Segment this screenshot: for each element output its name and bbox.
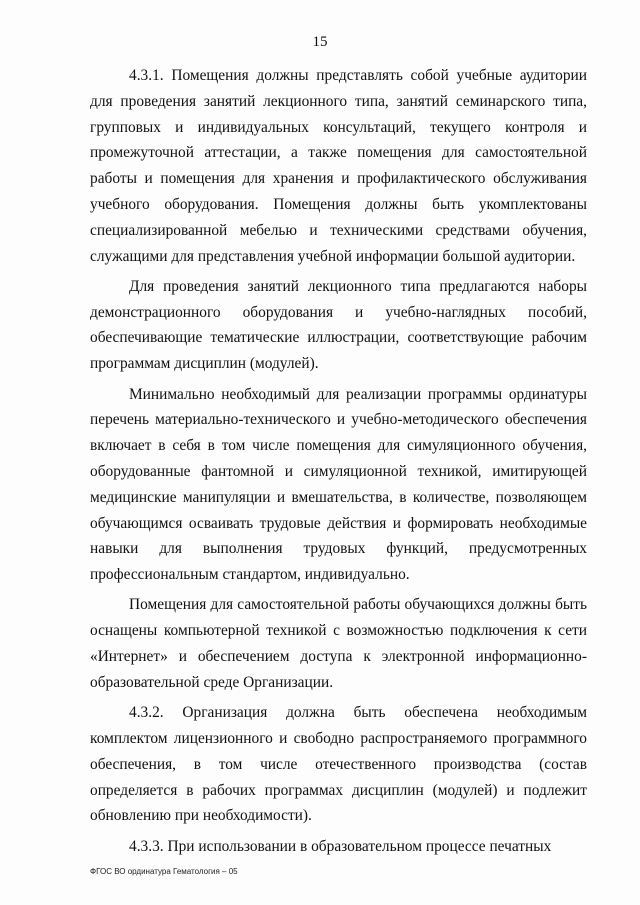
paragraph-4-3-1: 4.3.1. Помещения должны представлять собой учебные аудитории для проведения занятий лекционного типа, занятий семинарского типа, групповых и индивидуальных консультаций, текущего контроля и промежуточной аттестации, а также помещения для самостоятельной работы и помещения для хранения и профилактического обслуживания учебного оборудования. Помещения должны быть укомплектованы специализированной мебелью и техническими средствами обучения, служащими для представления учебной информации большой аудитории.: [90, 67, 587, 265]
page-footer: ФГОС ВО ординатура Гематология – 05: [90, 867, 238, 876]
document-body: [90, 63, 587, 859]
paragraph-4-3-3: 4.3.3. При использовании в образовательном процессе печатных: [129, 837, 552, 855]
paragraph-4-3-2: 4.3.2. Организация должна быть обеспечена необходимым комплектом лицензионного и свободно распространяемого программного обеспечения, в том числе отечественного производства (состав определяется в рабочих программах дисциплин (модулей) и подлежит обновлению при необходимости).: [90, 704, 587, 825]
page-number: 15: [312, 34, 328, 50]
paragraph-self-study-rooms: Помещения для самостоятельной работы обучающихся должны быть оснащены компьютерной техникой с возможностью подключения к сети «Интернет» и обеспечением доступа к электронной информационно-образовательной среде Организации.: [90, 596, 587, 691]
paragraph-simulation-rooms: Минимально необходимый для реализации программы ординатуры перечень материально-технического и учебно-методического обеспечения включает в себя в том числе помещения для симуляционного обучения, оборудованные фантомной и симуляционной техникой, имитирующей медицинские манипуляции и вмешательства, в количестве, позволяющем обучающимся осваивать трудовые действия и формировать необходимые навыки для выполнения трудовых функций, предусмотренных профессиональным стандартом, индивидуально.: [90, 385, 587, 584]
paragraph-lecture-equipment: Для проведения занятий лекционного типа предлагаются наборы демонстрационного оборудования и учебно-наглядных пособий, обеспечивающие тематические иллюстрации, соответствующие рабочим программам дисциплин (модулей).: [90, 277, 587, 373]
